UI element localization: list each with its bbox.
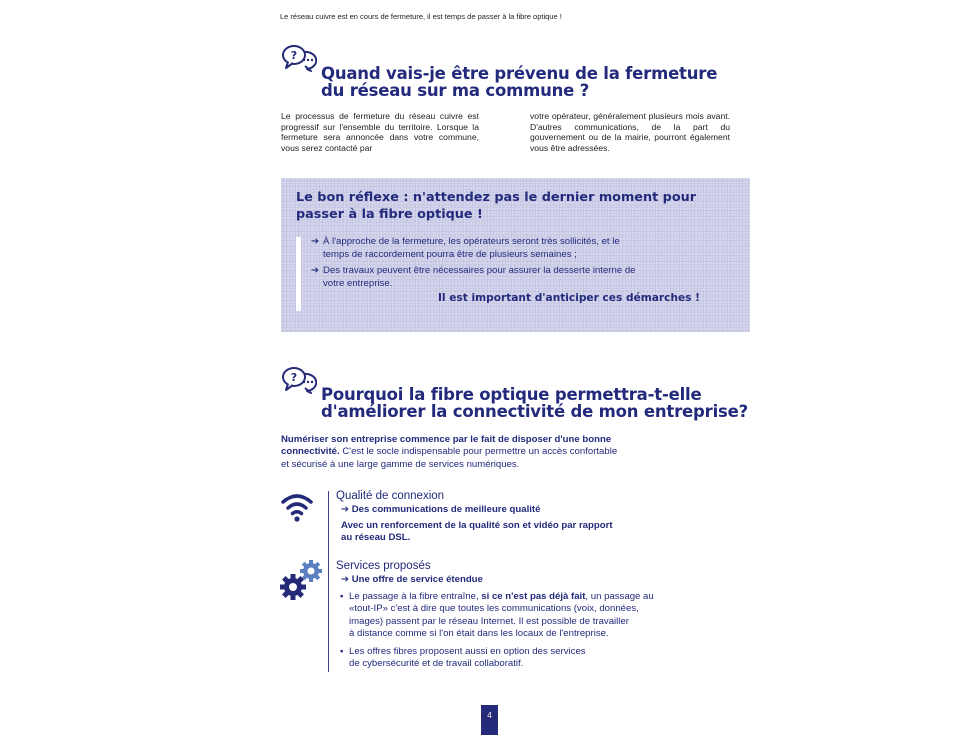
bullet-icon: ▪ xyxy=(340,646,344,657)
section2-heading-line2: d'améliorer la connectivité de mon entreprise? xyxy=(321,402,749,421)
services-b1-line4: à distance comme si l'on était dans les locaux de l'entreprise. xyxy=(349,627,609,639)
section1-col1-text: Le processus de fermeture du réseau cuivre est progressif sur l'ensemble du territoire. Lorsque la fermeture sera annoncée dans votre commune, vous serez contacté par xyxy=(281,111,479,153)
callout-bullet1-line1: À l'approche de la fermeture, les opérateurs seront très sollicités, et le xyxy=(323,236,620,247)
intro-bold-line1: Numériser son entreprise commence par le fait de disposer d'une bonne xyxy=(281,434,612,445)
section1-heading-line1: Quand vais-je être prévenu de la fermeture xyxy=(321,64,718,83)
arrow-icon: ➔ xyxy=(341,504,350,515)
services-bullet xyxy=(340,646,710,671)
services-b2-line1: Les offres fibres proposent aussi en option des services xyxy=(349,646,586,657)
quality-title: Qualité de connexion xyxy=(336,490,445,502)
section1-heading-line2: du réseau sur ma commune ? xyxy=(321,81,590,100)
gears-icon xyxy=(279,557,325,603)
section2-intro xyxy=(281,434,711,471)
callout-title xyxy=(296,189,716,223)
section2-heading-line1: Pourquoi la fibre optique permettra-t-elle xyxy=(321,385,702,404)
section1-column-left xyxy=(281,111,479,153)
svg-text:?: ? xyxy=(290,49,298,62)
arrow-icon: ➔ xyxy=(311,236,320,247)
intro-line2-rest: C'est le socle indispensable pour permettre un accès confortable xyxy=(339,446,618,458)
callout-accent-bar xyxy=(296,237,301,311)
quality-body-line1: Avec un renforcement de la qualité son et vidéo par rapport xyxy=(341,520,613,531)
arrow-icon: ➔ xyxy=(341,574,350,585)
callout-bullet2-line1: Des travaux peuvent être nécessaires pour assurer la desserte interne de xyxy=(323,265,636,276)
section2-divider-line xyxy=(328,491,329,672)
services-bullet xyxy=(340,591,710,640)
intro-bold-line2: connectivité. xyxy=(281,446,340,458)
page-number: 4 xyxy=(481,705,498,735)
section1-column-right xyxy=(530,111,730,153)
quality-subtitle-text: Des communications de meilleure qualité xyxy=(351,504,541,515)
callout-bullet xyxy=(311,236,711,261)
services-subtitle xyxy=(341,574,483,585)
callout-bullet xyxy=(311,265,711,290)
quality-body xyxy=(341,520,613,545)
wifi-icon xyxy=(281,491,313,523)
callout-emphasis: Il est important d'anticiper ces démarches ! xyxy=(437,292,700,304)
question-bubbles-icon xyxy=(281,44,317,72)
services-b2-line2: de cybersécurité et de travail collaboratif. xyxy=(349,658,524,670)
arrow-icon: ➔ xyxy=(311,265,320,276)
intro-line3: et sécurisé à une large gamme de services numériques. xyxy=(281,458,520,470)
services-b1-line2: «tout-IP» c'est à dire que toutes les communications (voix, données, xyxy=(349,603,639,615)
callout-bullet2-line2: votre entreprise. xyxy=(323,277,393,289)
callout-title-line1: Le bon réflexe : n'attendez pas le dernier moment pour xyxy=(296,190,697,205)
svg-text:?: ? xyxy=(290,371,298,384)
section2-heading xyxy=(321,386,751,420)
top-banner: Le réseau cuivre est en cours de fermeture, il est temps de passer à la fibre optique ! xyxy=(280,12,562,21)
section1-heading xyxy=(321,65,741,99)
callout-box xyxy=(281,178,750,332)
quality-body-line2: au réseau DSL. xyxy=(341,532,411,544)
callout-title-line2: passer à la fibre optique ! xyxy=(296,207,483,222)
services-b1-pre: Le passage à la fibre entraîne, xyxy=(349,591,482,602)
callout-bullet1-line2: temps de raccordement pourra être de plusieurs semaines ; xyxy=(323,248,577,260)
services-title: Services proposés xyxy=(336,560,431,572)
services-b1-post: , un passage au xyxy=(585,591,654,602)
services-b1-line3: images) passent par le réseau Internet. Il est possible de travailler xyxy=(349,615,629,627)
section1-col2-text: votre opérateur, généralement plusieurs mois avant. D'autres communications, de la part du gouvernement ou de la mairie, pourront également vous être adressées. xyxy=(530,111,730,153)
question-bubbles-icon xyxy=(281,366,317,394)
quality-subtitle xyxy=(341,504,540,515)
services-b1-bold: si ce n'est pas déjà fait xyxy=(481,591,586,602)
services-subtitle-text: Une offre de service étendue xyxy=(351,574,483,585)
bullet-icon: ▪ xyxy=(340,591,344,602)
